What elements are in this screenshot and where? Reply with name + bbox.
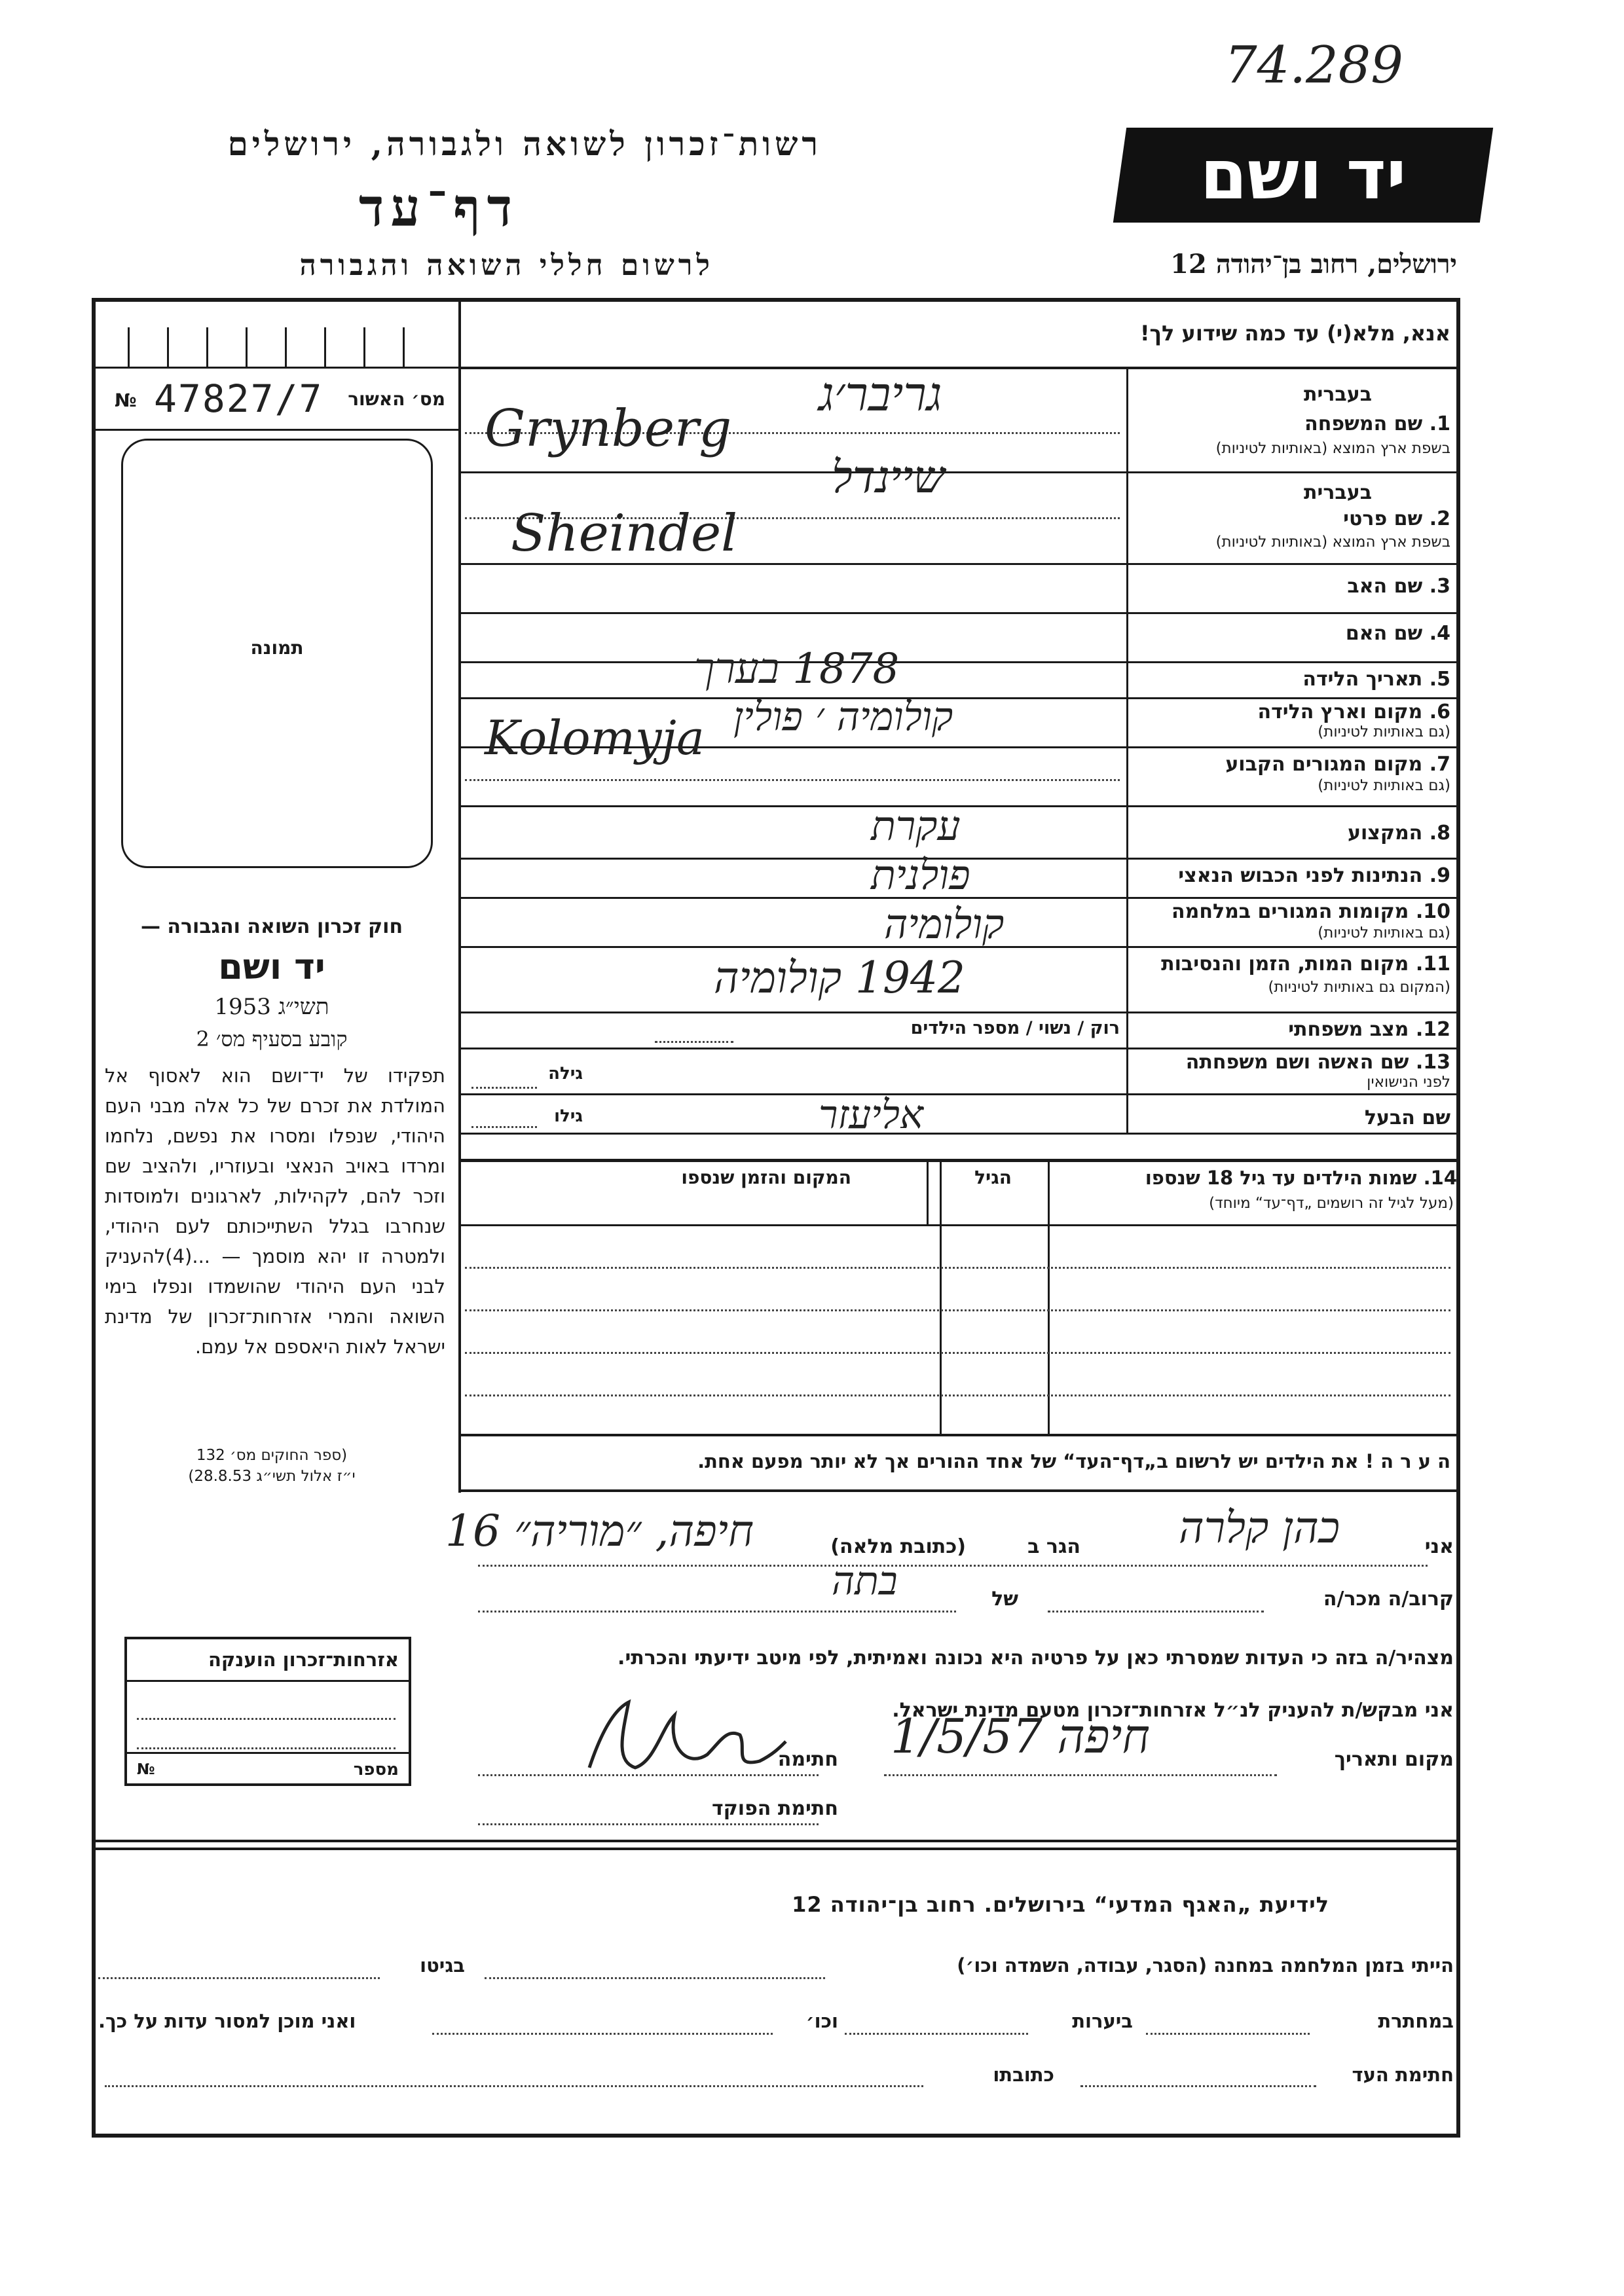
- officer-line: [478, 1823, 819, 1825]
- field-5-label: [1302, 668, 1450, 691]
- children-col-divider: [1048, 1159, 1050, 1434]
- children-line: [465, 1309, 1450, 1311]
- footer-ready: ואני מוכן למסור עדות על כך.: [98, 2010, 356, 2032]
- place-date-label: מקום ותאריך: [1334, 1748, 1454, 1771]
- field-6-note: (גם באותיות לטיניות): [1318, 723, 1450, 740]
- field-2-latin[interactable]: Sheindel: [511, 504, 738, 563]
- row-sep: [458, 1159, 1457, 1162]
- row-sep: [458, 1011, 1457, 1013]
- relation-label: קרוב/ה מכר/ה: [1323, 1588, 1454, 1611]
- field-13-name: שם האשה ושם משפחתה: [1185, 1051, 1409, 1074]
- signature-label: חתימה: [777, 1748, 838, 1771]
- field-6-label: [1258, 701, 1450, 723]
- row-sep: [458, 1133, 1457, 1135]
- law-org: יד ושם: [218, 946, 325, 987]
- field-12-line: [655, 1041, 733, 1043]
- children-col-age: הגיל: [974, 1167, 1012, 1188]
- footer-camp: הייתי בזמן המלחמה במחנה (הסגר, עבודה, השמדה וכו׳): [957, 1954, 1454, 1977]
- field-11-note: (המקום גם באותיות לטיניות): [1268, 979, 1450, 996]
- field-2-label: [1343, 507, 1450, 530]
- field-6-latin[interactable]: Kolomyja: [485, 710, 705, 765]
- field-13-label: [1186, 1051, 1450, 1074]
- husband-label: שם הבעל: [1364, 1106, 1450, 1129]
- registration-number: 47827/7: [154, 376, 323, 421]
- field-1-lang: בעברית: [1304, 383, 1372, 406]
- form-title: דף־עד: [358, 177, 519, 238]
- row-sep: [458, 471, 1457, 473]
- children-line: [465, 1352, 1450, 1354]
- registration-prefix: №: [115, 390, 137, 411]
- field-12-name: מצב משפחתי: [1288, 1018, 1409, 1041]
- field-12-label: [1288, 1018, 1450, 1041]
- field-7-label: [1225, 753, 1450, 776]
- field-4-label: [1346, 622, 1450, 645]
- stamp-line: [137, 1747, 396, 1749]
- field-1-num: 1.: [1429, 412, 1450, 435]
- law-section: קובע בסעיף מס׳ 2: [196, 1027, 348, 1051]
- photo-label: תמונה: [250, 637, 304, 659]
- children-col-divider: [940, 1159, 942, 1434]
- declarant-line: [478, 1565, 1428, 1567]
- field-3-num: 3.: [1429, 575, 1450, 598]
- husband-age-label: גילו: [554, 1106, 583, 1126]
- law-citation-1: (ספר החוקים מס׳ 132: [196, 1447, 348, 1464]
- footer-line: [1146, 2033, 1310, 2035]
- footer-etc: וכו׳: [805, 2010, 838, 2032]
- field-1-label: [1304, 412, 1450, 435]
- field-9-label: [1178, 864, 1450, 887]
- intro-divider: [458, 367, 1457, 369]
- field-13-age-line: [471, 1087, 537, 1089]
- address: ירושלים, רחוב בן־יהודה 12: [1170, 249, 1457, 280]
- footer-title: לידיעת „האגף המדעי“ בירושלים. רחוב בן־יהודה 12: [792, 1892, 1329, 1917]
- children-header-sep: [458, 1224, 1457, 1226]
- relation-line: [478, 1611, 956, 1613]
- field-3-label: [1347, 575, 1450, 598]
- stamp-number-label: מספר: [353, 1760, 399, 1779]
- children-col-place: המקום והזמן שנספו: [681, 1167, 851, 1188]
- footer-witness-signature: חתימת העד: [1352, 2064, 1454, 2086]
- footer-underground: במחתרת: [1378, 2010, 1454, 2032]
- field-1-latin[interactable]: Grynberg: [485, 399, 732, 458]
- field-10-num: 10.: [1415, 900, 1450, 923]
- field-13-age-label: גילה: [548, 1064, 583, 1084]
- declarant-full-address: (כתובת מלאה): [830, 1535, 966, 1558]
- field-3-name: שם האב: [1347, 575, 1423, 598]
- row-sep: [458, 563, 1457, 565]
- field-9-value[interactable]: פולנית: [871, 851, 970, 899]
- relation-line: [1048, 1611, 1264, 1613]
- field-9-num: 9.: [1429, 864, 1450, 887]
- field-1-hebrew[interactable]: גריבר׳ג: [819, 367, 942, 422]
- field-10-value[interactable]: קולומיה: [884, 900, 1005, 948]
- field-13-num: 13.: [1415, 1051, 1450, 1074]
- registration-label: מס׳ האשור: [348, 388, 445, 410]
- field-4-name: שם האם: [1345, 622, 1423, 645]
- photo-box: [121, 439, 433, 868]
- field-1-name: שם המשפחה: [1304, 412, 1423, 435]
- field-10-note: (גם באותיות לטיניות): [1318, 924, 1450, 941]
- field-13-note: לפני הנישואין: [1367, 1074, 1450, 1091]
- footer-line: [98, 1977, 380, 1979]
- footer-line: [485, 1977, 825, 1979]
- request-text: אני מבקש/ת להעניק לנ״ל אזרחות־זכרון מטעם מדינת ישראל.: [892, 1699, 1454, 1722]
- field-5-value[interactable]: 1878 בערך: [694, 645, 900, 693]
- children-line: [465, 1267, 1450, 1269]
- registration-ticks: [95, 314, 458, 369]
- footer-forests: ביערות: [1072, 2010, 1133, 2032]
- law-text: תפקידו של יד־ושם הוא לאסוף אל המולדת את זכרם של כל אלה מבני העם היהודי, שנפלו ומסרו את נפשם, נלחמו ומרדו באויב הנאצי ובעוזריו, ולהציב שם וזכר להם, לקהילות, לארגונים ולמוסדות שנחרבו בגלל השתייכותם לעם היהודי, ולמטרה זו יהא מוסמך — ...(4)להעניק לבני העם היהודי שהושמדו ונפלו בימי השואה והמרי אזרחות־זכרון של מדינת ישראל לאות היאספם אל עמם.: [105, 1065, 445, 1358]
- row-sep: [458, 1093, 1457, 1095]
- relation-value[interactable]: בתה: [832, 1558, 898, 1604]
- handwritten-reference: 74.289: [1225, 36, 1403, 95]
- field-2-lang: בעברית: [1304, 481, 1372, 504]
- stamp-prefix: №: [137, 1761, 155, 1778]
- field-11-label: [1161, 953, 1450, 975]
- declarant-address[interactable]: חיפה, ״מוריה״ 16: [445, 1506, 754, 1556]
- field-11-num: 11.: [1415, 953, 1450, 975]
- handwritten-signature: [576, 1689, 792, 1787]
- declaration-text: מצהיר/ה בזה כי העדות שמסרתי כאן על פרטיה היא נכונה ואמיתית, לפי מיטב ידיעתי והכרתי.: [618, 1647, 1454, 1669]
- law-year: תשי״ג 1953: [214, 994, 329, 1020]
- footer-ghetto: בגיטו: [420, 1954, 465, 1977]
- children-col-divider: [927, 1159, 929, 1224]
- field-12-num: 12.: [1415, 1018, 1450, 1041]
- registration-row: [95, 370, 458, 431]
- field-8-name: המקצוע: [1347, 822, 1423, 845]
- field-7-note: (גם באותיות לטיניות): [1318, 777, 1450, 794]
- children-num: 14.: [1423, 1167, 1457, 1189]
- place-date-value[interactable]: חיפה 1/5/57: [891, 1709, 1151, 1764]
- row-sep: [458, 1048, 1457, 1049]
- field-8-num: 8.: [1429, 822, 1450, 845]
- yad-vashem-logo: [1113, 128, 1493, 223]
- field-11-name: מקום המות, הזמן והנסיבות: [1161, 953, 1409, 975]
- intro-text: אנא, מלא(י) עד כמה שידוע לך!: [1139, 321, 1450, 346]
- row-sep: [458, 612, 1457, 614]
- label-col-divider: [1126, 367, 1128, 1133]
- footer-sep: [92, 1848, 1460, 1850]
- footer-line: [432, 2033, 773, 2035]
- field-6-value[interactable]: קולומיה ׳ פולין: [733, 694, 953, 740]
- footer-sep: [92, 1840, 1460, 1842]
- declarant-gar-b: הגר ב: [1027, 1535, 1080, 1558]
- field-5-name: תאריך הלידה: [1302, 668, 1423, 691]
- field-2-hebrew[interactable]: שיינדל: [832, 452, 945, 503]
- stamp-line: [137, 1718, 396, 1720]
- field-2-note: בשפת ארץ המוצא (באותיות לטיניות): [1215, 534, 1450, 551]
- husband-value[interactable]: אליעזר: [819, 1092, 923, 1138]
- field-1-note: בשפת ארץ המוצא (באותיות לטיניות): [1215, 440, 1450, 457]
- children-line: [465, 1394, 1450, 1396]
- children-title-text: שמות הילדים עד גיל 18 שנספו: [1145, 1167, 1417, 1189]
- field-8-label: [1348, 822, 1450, 845]
- law-title: חוק זכרון השואה והגבורה —: [140, 915, 403, 938]
- field-11-value[interactable]: 1942 קולומיה: [714, 953, 966, 1003]
- form-subtitle: לרשום חללי השואה והגבורה: [299, 249, 714, 282]
- footer-line: [845, 2033, 1028, 2035]
- remark: ה ע ר ה ! את הילדים יש לרשום ב„דף־העד“ של אחד ההורים אך לא יותר מפעם אחת.: [697, 1450, 1450, 1472]
- field-10-label: [1172, 900, 1450, 923]
- field-7-num: 7.: [1429, 753, 1450, 776]
- field-2-name: שם פרטי: [1343, 507, 1423, 530]
- relation-shel: של: [991, 1588, 1018, 1611]
- officer-label: חתימת הפוקד: [712, 1797, 838, 1820]
- authority-title: רשות־זכרון לשואה ולגבורה, ירושלים: [227, 124, 822, 163]
- field-9-name: הנתינות לפני הכבוש הנאצי: [1178, 864, 1423, 887]
- remark-sep: [458, 1489, 1457, 1492]
- stamp-box-title: אזרחות־זכרון הוענקה: [208, 1649, 399, 1671]
- citizenship-stamp-box: [124, 1637, 411, 1786]
- husband-age-line: [471, 1126, 537, 1128]
- declarant-ani: אני: [1424, 1535, 1454, 1558]
- field-5-num: 5.: [1429, 668, 1450, 691]
- logo-text: יד ושם: [1200, 135, 1407, 215]
- row-sep: [458, 697, 1457, 699]
- footer-line: [105, 2085, 923, 2087]
- field-6-num: 6.: [1429, 701, 1450, 723]
- footer-address-label: כתובתו: [993, 2064, 1054, 2086]
- field-10-name: מקומות המגורים במלחמה: [1172, 900, 1409, 923]
- field-2-num: 2.: [1429, 507, 1450, 530]
- declarant-name[interactable]: כהן קלרה: [1179, 1503, 1340, 1553]
- children-bottom-sep: [458, 1434, 1457, 1436]
- children-title: [1145, 1167, 1457, 1189]
- field-8-value[interactable]: עקרת: [871, 802, 961, 850]
- field-12-options: רוק / נשוי / מספר הילדים: [910, 1018, 1120, 1038]
- place-date-line: [884, 1774, 1277, 1776]
- row-sep: [458, 661, 1457, 663]
- footer-line: [1080, 2085, 1316, 2087]
- children-note: (מעל לגיל זה רושמים „דף־עד“ מיוחד): [1209, 1195, 1454, 1212]
- law-citation-2: י״ז אלול תשי״ג 28.8.53): [188, 1468, 356, 1485]
- field-4-num: 4.: [1429, 622, 1450, 645]
- field-7-name: מקום המגורים הקבוע: [1225, 753, 1423, 776]
- field-6-name: מקום וארץ הלידה: [1257, 701, 1423, 723]
- value-line: [465, 779, 1120, 781]
